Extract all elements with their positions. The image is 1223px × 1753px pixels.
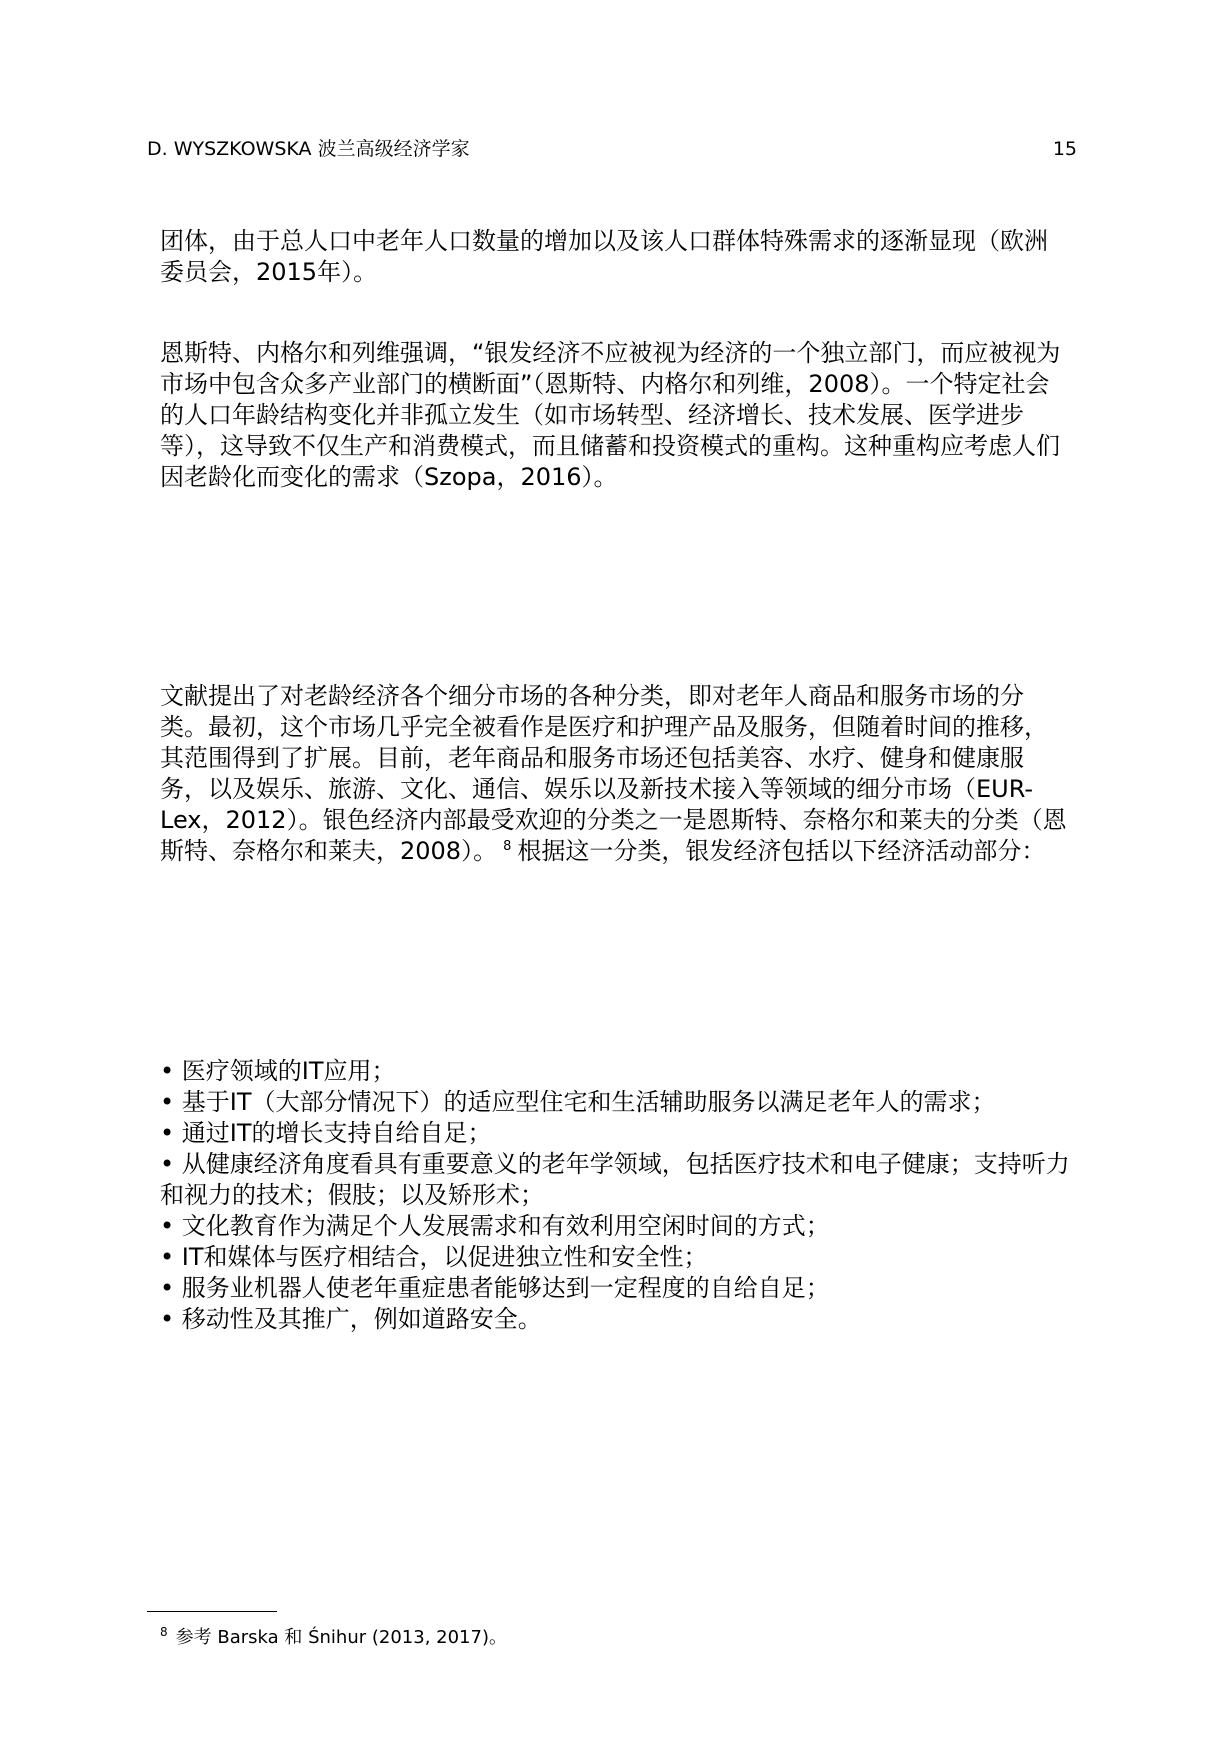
list-item: • 服务业机器人使老年重症患者能够达到一定程度的自给自足； xyxy=(160,1274,830,1302)
body-paragraph-3 xyxy=(160,681,1070,867)
page-number: 15 xyxy=(1052,138,1077,160)
list-item: • 医疗领域的IT应用； xyxy=(160,1057,396,1085)
list-item: • 通过IT的增长支持自给自足； xyxy=(160,1119,492,1147)
footnote xyxy=(160,1625,520,1651)
body-paragraph-2: 恩斯特、内格尔和列维强调，“银发经济不应被视为经济的一个独立部门，而应被视为市场中包含众多产业部门的横断面”（恩斯特、内格尔和列维，2008）。一个特定社会的人口年龄结构变化并非孤立发生（如市场转型、经济增长、技术发展、医学进步等），这导致不仅生产和消费模式，而且储蓄和投资模式的重构。这种重构应考虑人们因老龄化而变化的需求（Szopa，2016）。 xyxy=(160,339,1061,491)
list-item: • IT和媒体与医疗相结合，以促进独立性和安全性； xyxy=(160,1243,708,1271)
activity-list xyxy=(160,1056,1070,1335)
body-paragraph-1: 团体，由于总人口中老年人口数量的增加以及该人口群体特殊需求的逐渐显现（欧洲委员会，2015年）。 xyxy=(160,227,1048,286)
list-item: • 移动性及其推广，例如道路安全。 xyxy=(160,1305,542,1333)
list-item: • 文化教育作为满足个人发展需求和有效利用空闲时间的方式； xyxy=(160,1212,830,1240)
list-item: • 从健康经济角度看具有重要意义的老年学领域，包括医疗技术和电子健康；支持听力和视力的技术；假肢；以及矫形术； xyxy=(160,1150,1070,1209)
header-author: D. WYSZKOWSKA 波兰高级经济学家 xyxy=(147,138,470,160)
paragraph-3-text-before: 文献提出了对老龄经济各个细分市场的各种分类，即对老年人商品和服务市场的分类。最初，这个市场几乎完全被看作是医疗和护理产品及服务，但随着时间的推移，其范围得到了扩展。目前，老年商品和服务市场还包括美容、水疗、健身和健康服务，以及娱乐、旅游、文化、通信、娱乐以及新技术接入等领域的细分市场（EUR-Lex，2012）。银色经济内部最受欢迎的分类之一是恩斯特、奈格尔和莱夫的分类（恩斯特、奈格尔和莱夫，2008）。 xyxy=(160,682,1067,865)
footnote-mark: 8 xyxy=(160,1625,168,1639)
footnote-reference[interactable]: 8 xyxy=(503,839,512,854)
paragraph-3-text-after: 根据这一分类，银发经济包括以下经济活动部分： xyxy=(517,837,1046,865)
list-item: • 基于IT（大部分情况下）的适应型住宅和生活辅助服务以满足老年人的需求； xyxy=(160,1088,996,1116)
footnote-divider xyxy=(147,1611,277,1612)
footnote-text: 参考 Barska 和 Śnihur (2013, 2017)。 xyxy=(175,1627,507,1648)
